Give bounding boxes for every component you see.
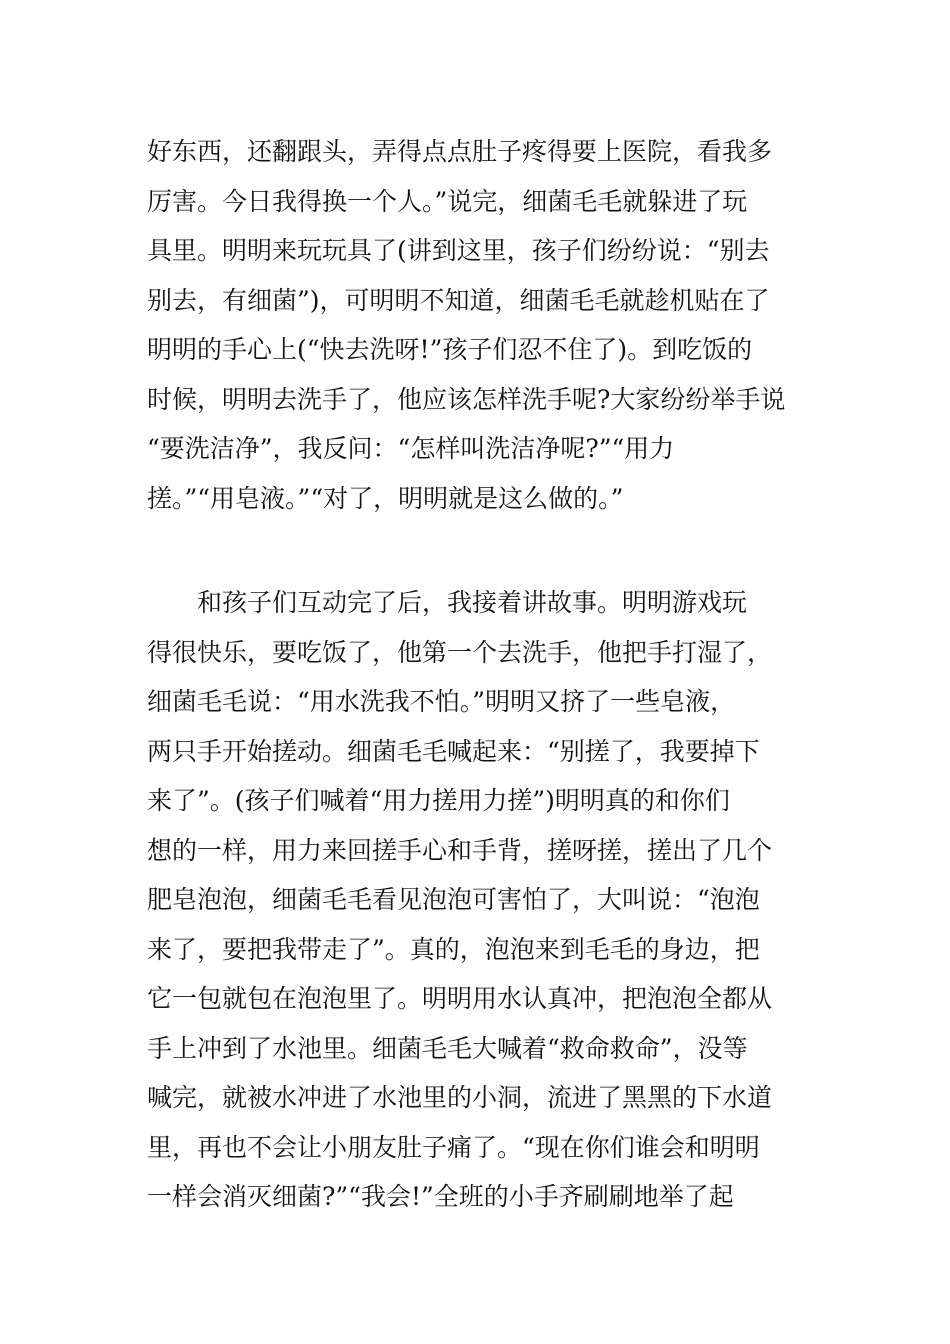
- text-line: 里，再也不会让小朋友肚子痛了。“现在你们谁会和明明: [147, 1132, 760, 1162]
- text-line: 肥皂泡泡，细菌毛毛看见泡泡可害怕了，大叫说：“泡泡: [147, 885, 760, 914]
- text-line: 想的一样，用力来回搓手心和手背，搓呀搓，搓出了几个: [147, 835, 773, 865]
- paragraph-1: [147, 127, 807, 523]
- text-line: 搓。”“用皂液。”“对了，明明就是这么做的。”: [147, 483, 624, 513]
- text-line: 别去，有细菌”)，可明明不知道，细菌毛毛就趁机贴在了: [147, 285, 770, 315]
- text-line: 两只手开始搓动。细菌毛毛喊起来：“别搓了，我要掉下: [147, 736, 760, 766]
- text-line: 来了，要把我带走了”。真的，泡泡来到毛毛的身边，把: [147, 934, 760, 964]
- text-line: 来了”。(孩子们喊着“用力搓用力搓”)明明真的和你们: [147, 786, 730, 815]
- text-line: 它一包就包在泡泡里了。明明用水认真冲，把泡泡全都从: [147, 984, 773, 1013]
- text-line: 好东西，还翻跟头，弄得点点肚子疼得要上医院，看我多: [147, 137, 773, 166]
- text-line: 喊完，就被水冲进了水池里的小洞，流进了黑黑的下水道: [147, 1083, 773, 1112]
- text-line: 明明的手心上(“快去洗呀!”孩子们忍不住了)。到吃饭的: [147, 335, 753, 364]
- text-line: 厉害。今日我得换一个人。”说完，细菌毛毛就躲进了玩: [147, 186, 748, 216]
- text-line: 时候，明明去洗手了，他应该怎样洗手呢?大家纷纷举手说: [147, 384, 786, 414]
- text-line: 得很快乐，要吃饭了，他第一个去洗手，他把手打湿了，: [147, 637, 773, 667]
- paragraph-2: [147, 578, 807, 1222]
- text-line: 具里。明明来玩玩具了(讲到这里，孩子们纷纷说：“别去: [147, 236, 770, 265]
- text-line: 手上冲到了水池里。细菌毛毛大喊着“救命救命”，没等: [147, 1033, 748, 1063]
- text-line: “要洗洁净”，我反问：“怎样叫洗洁净呢?”“用力: [147, 434, 675, 463]
- text-line: 和孩子们互动完了后，我接着讲故事。明明游戏玩: [147, 588, 748, 617]
- text-line: 细菌毛毛说：“用水洗我不怕。”明明又挤了一些皂液，: [147, 687, 736, 716]
- text-line: 一样会消灭细菌?”“我会!”全班的小手齐刷刷地举了起: [147, 1182, 734, 1211]
